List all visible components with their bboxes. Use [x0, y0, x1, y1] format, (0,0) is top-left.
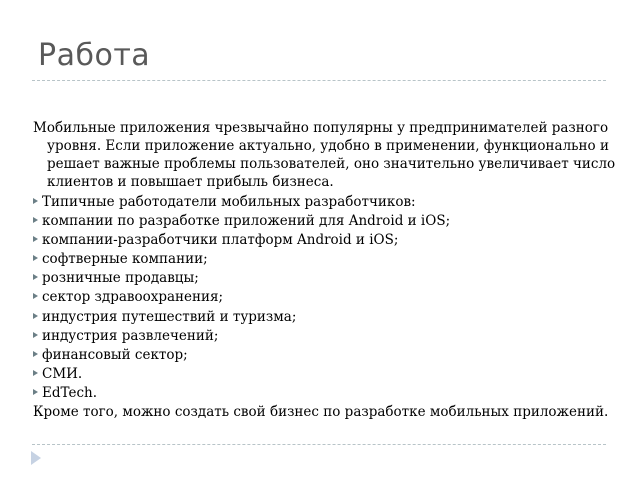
outro-paragraph: Кроме того, можно создать свой бизнес по разработке мобильных приложений. [33, 404, 609, 421]
bullet-arrow-icon [33, 293, 38, 299]
employer-list [33, 193, 618, 402]
bullet-arrow-icon [33, 389, 38, 395]
list-item: софтверные компании; [33, 250, 618, 268]
slide-body [33, 119, 618, 423]
bullet-arrow-icon [33, 198, 38, 204]
bullet-arrow-icon [33, 351, 38, 357]
corner-arrow-icon [31, 451, 41, 465]
slide-title: Работа [38, 38, 151, 73]
list-item: розничные продавцы; [33, 269, 618, 287]
list-item: сектор здравоохранения; [33, 288, 618, 306]
list-item: индустрия путешествий и туризма; [33, 308, 618, 326]
intro-paragraph: Мобильные приложения чрезвычайно популярны у предпринимателей разного уровня. Если приложение актуально, удобно в применении, функционально и решает важные проблемы пользователей, оно значительно увеличивает число клиентов и повышает прибыль бизнеса. [33, 120, 616, 190]
bullet-arrow-icon [33, 332, 38, 338]
bullet-arrow-icon [33, 255, 38, 261]
bullet-arrow-icon [33, 236, 38, 242]
list-item: компании по разработке приложений для Android и iOS; [33, 212, 618, 230]
list-item: Типичные работодатели мобильных разработчиков: [33, 193, 618, 211]
list-item: индустрия развлечений; [33, 327, 618, 345]
list-item: EdTech. [33, 384, 618, 402]
list-item: компании-разработчики платформ Android и iOS; [33, 231, 618, 249]
bullet-arrow-icon [33, 274, 38, 280]
footer-divider [32, 444, 606, 445]
list-item: СМИ. [33, 365, 618, 383]
bullet-arrow-icon [33, 313, 38, 319]
list-item: финансовый сектор; [33, 346, 618, 364]
title-divider [32, 80, 606, 81]
bullet-arrow-icon [33, 370, 38, 376]
bullet-arrow-icon [33, 217, 38, 223]
